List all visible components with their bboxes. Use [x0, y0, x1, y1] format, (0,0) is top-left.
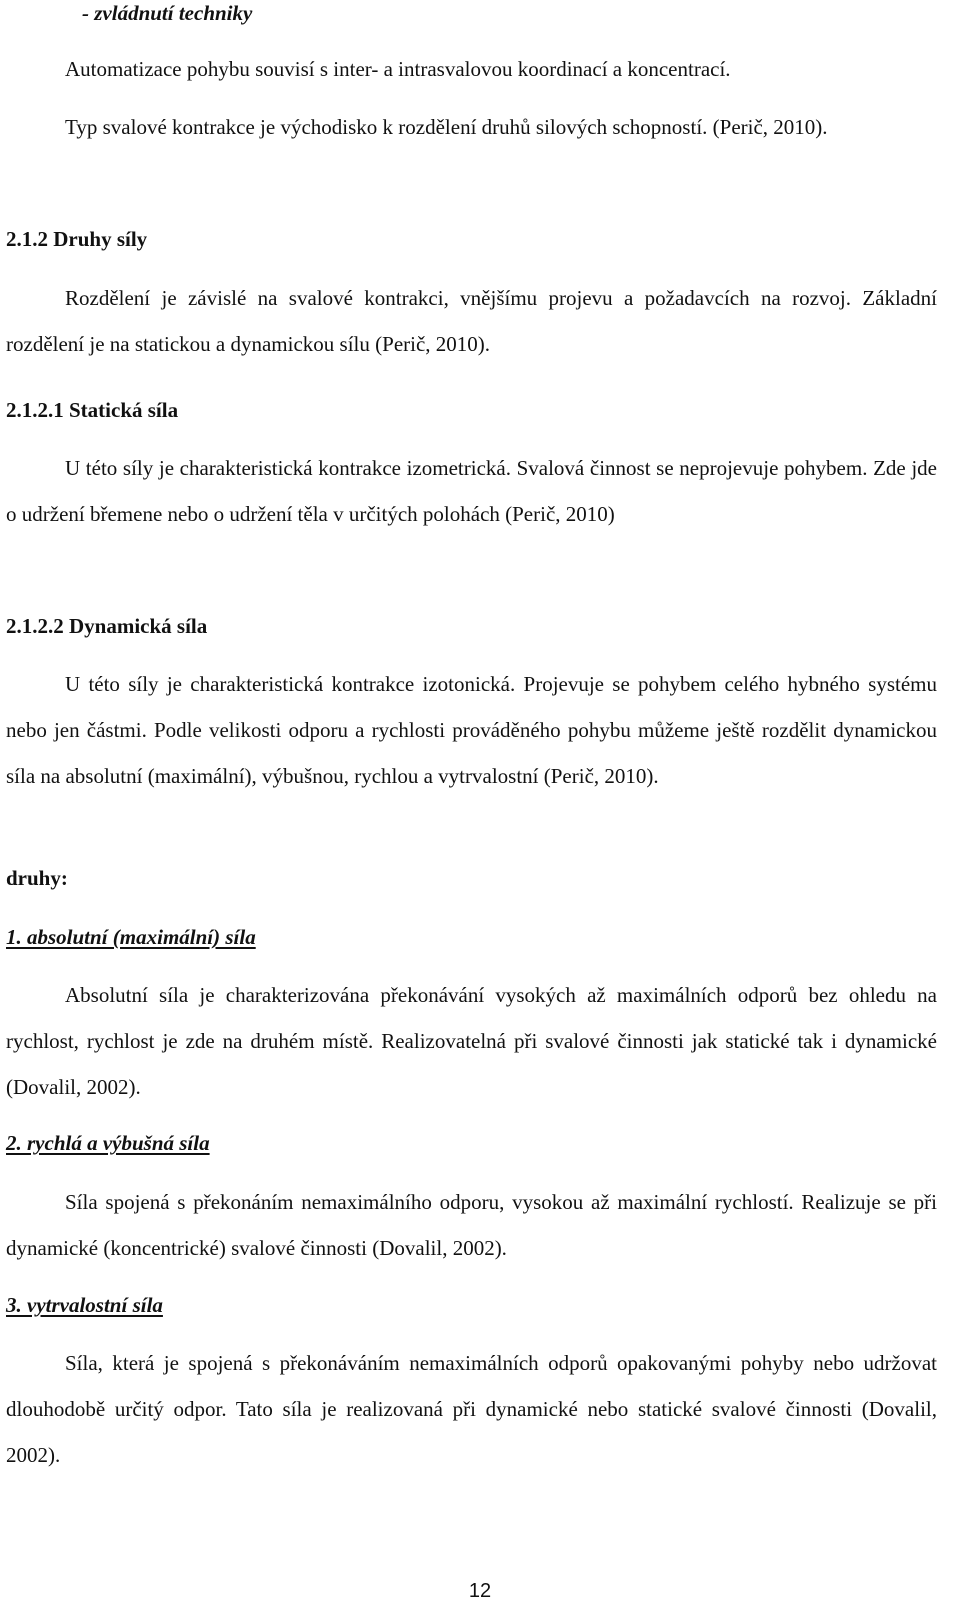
page-number: 12: [468, 1580, 492, 1602]
paragraph-static-strength: U této síly je charakteristická kontrakce izometrická. Svalová činnost se neprojevuje pohybem. Zde jde o udržení břemene nebo o udržení těla v určitých polohách (Perič, 2010): [6, 456, 937, 526]
heading-absolutni-sila: 1. absolutní (maximální) síla: [6, 925, 256, 949]
heading-rychla-vybusna-sila: 2. rychlá a výbušná síla: [6, 1131, 210, 1155]
heading-druhy-list: druhy:: [6, 866, 68, 890]
paragraph-absolute-strength: Absolutní síla je charakterizována překonávání vysokých až maximálních odporů bez ohledu na rychlost, rychlost je zde na druhém místě. Realizovatelná při svalové činnosti jak statické tak i dynamické (Dovalil, 2002).: [6, 983, 937, 1099]
paragraph-explosive-strength: Síla spojená s překonáním nemaximálního odporu, vysokou až maximální rychlostí. Realizuje se při dynamické (koncentrické) svalové činnosti (Dovalil, 2002).: [6, 1190, 937, 1260]
heading-druhy-sily: 2.1.2 Druhy síly: [6, 227, 148, 251]
paragraph-endurance-strength: Síla, která je spojená s překonáváním nemaximálních odporů opakovanými pohyby nebo udržovat dlouhodobě určitý odpor. Tato síla je realizovaná při dynamické nebo statické svalové činnosti (Dovalil, 2002).: [6, 1351, 937, 1467]
paragraph-automation: Automatizace pohybu souvisí s inter- a intrasvalovou koordinací a koncentrací.: [65, 57, 731, 81]
heading-dynamicka-sila: 2.1.2.2 Dynamická síla: [6, 614, 208, 638]
heading-vytrvalostni-sila: 3. vytrvalostní síla: [6, 1293, 163, 1317]
paragraph-classification: Rozdělení je závislé na svalové kontrakci, vnějšímu projevu a požadavcích na rozvoj. Základní rozdělení je na statickou a dynamickou sílu (Perič, 2010).: [6, 286, 937, 356]
paragraph-contraction-type: Typ svalové kontrakce je východisko k rozdělení druhů silových schopností. (Perič, 2010).: [65, 115, 828, 139]
heading-staticka-sila: 2.1.2.1 Statická síla: [6, 398, 179, 422]
paragraph-dynamic-strength: U této síly je charakteristická kontrakce izotonická. Projevuje se pohybem celého hybného systému nebo jen částmi. Podle velikosti odporu a rychlosti prováděného pohybu můžeme ještě rozdělit dynamickou síla na absolutní (maximální), výbušnou, rychlou a vytrvalostní (Perič, 2010).: [6, 672, 937, 788]
subheading-technique: - zvládnutí techniky: [82, 1, 253, 25]
